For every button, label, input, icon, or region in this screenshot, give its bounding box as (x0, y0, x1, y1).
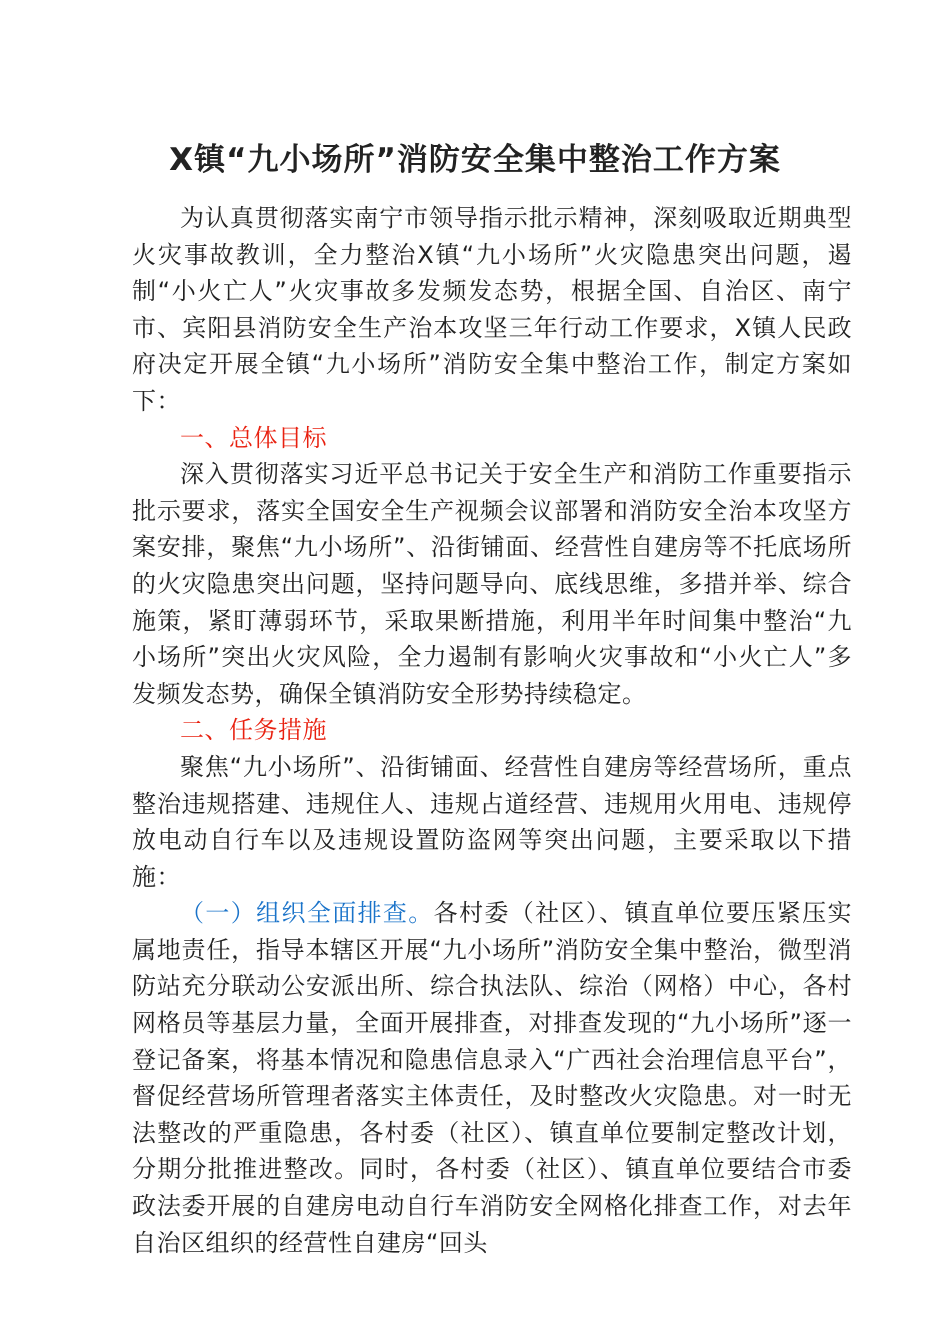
subsection-text: 各村委（社区）、镇直单位要压紧压实属地责任，指导本辖区开展“九小场所”消防安全集中整治，微型消防站充分联动公安派出所、综合执法队、综治（网格）中心，各村网格员等基层力量，全面开展排查，对排查发现的“九小场所”逐一登记备案，将基本情况和隐患信息录入“广西社会治理信息平台”，督促经营场所管理者落实主体责任，及时整改火灾隐患。对一时无法整改的严重隐患，各村委（社区）、镇直单位要制定整改计划，分期分批推进整改。同时，各村委（社区）、镇直单位要结合市委政法委开展的自建房电动自行车消防安全网格化排查工作，对去年自治区组织的经营性自建房“回头 (132, 899, 853, 1257)
subsection-paragraph (132, 895, 852, 1261)
document-title: X镇“九小场所”消防安全集中整治工作方案 (169, 142, 781, 178)
section-heading-goals: 一、总体目标 (180, 423, 327, 452)
document-body (132, 200, 852, 1261)
section-paragraph-measures: 聚焦“九小场所”、沿街铺面、经营性自建房等经营场所，重点整治违规搭建、违规住人、违规占道经营、违规用火用电、违规停放电动自行车以及违规设置防盗网等突出问题，主要采取以下措施： (132, 752, 852, 891)
intro-paragraph: 为认真贯彻落实南宁市领导指示批示精神，深刻吸取近期典型火灾事故教训，全力整治X镇“九小场所”火灾隐患突出问题，遏制“小火亡人”火灾事故多发频发态势，根据全国、自治区、南宁市、宾阳县消防安全生产治本攻坚三年行动工作要求，X镇人民政府决定开展全镇“九小场所”消防安全集中整治工作，制定方案如下： (132, 204, 852, 415)
section-heading-measures: 二、任务措施 (180, 716, 327, 745)
subsection-heading: （一）组织全面排查。 (180, 899, 434, 928)
section-paragraph-goals: 深入贯彻落实习近平总书记关于安全生产和消防工作重要指示批示要求，落实全国安全生产视频会议部署和消防安全治本攻坚方案安排，聚焦“九小场所”、沿街铺面、经营性自建房等不托底场所的火灾隐患突出问题，坚持问题导向、底线思维，多措并举、综合施策，紧盯薄弱环节，采取果断措施，利用半年时间集中整治“九小场所”突出火灾风险，全力遏制有影响火灾事故和“小火亡人”多发频发态势，确保全镇消防安全形势持续稳定。 (132, 460, 852, 708)
